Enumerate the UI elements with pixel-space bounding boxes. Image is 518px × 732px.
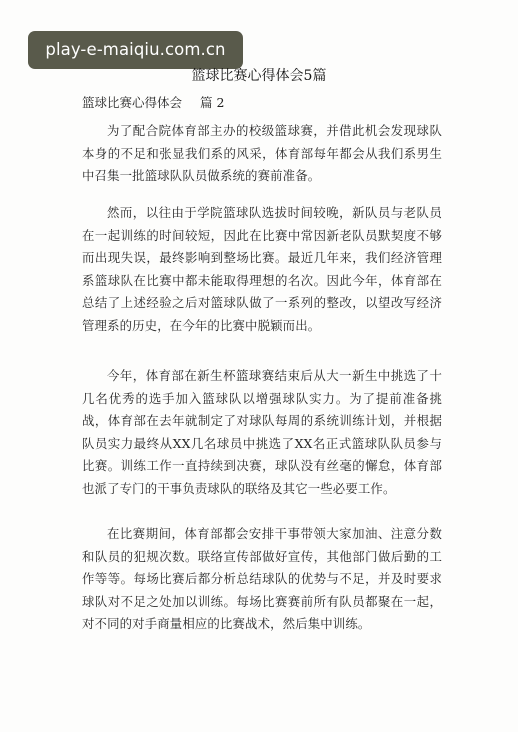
site-watermark: play-e-maiqiu.com.cn bbox=[28, 31, 243, 69]
document-subtitle bbox=[82, 95, 224, 111]
subtitle-label: 篮球比赛心得体会 bbox=[82, 95, 183, 110]
paragraph: 然而，以往由于学院篮球队选拔时间较晚，新队员与老队员在一起训练的时间较短，因此在比赛中常因新老队员默契度不够而出现失误，最终影响到整场比赛。最近几年来，我们经济管理系篮球队在比赛中都未能取得理想的名次。因此今年，体育部在总结了上述经验之后对篮球队做了一系列的整改，以望改写经济管理系的历史，在今年的比赛中脱颖而出。 bbox=[82, 205, 442, 333]
document-title: 篮球比赛心得体会5篇 bbox=[191, 68, 327, 84]
paragraph: 在比赛期间，体育部都会安排干事带领大家加油、注意分数和队员的犯规次数。联络宣传部做好宣传，其他部门做后勤的工作等等。每场比赛后都分析总结球队的优势与不足，并及时要求球队对不足之处加以训练。每场比赛赛前所有队员都聚在一起，对不同的对手商量相应的比赛战术，然后集中训练。 bbox=[82, 526, 442, 632]
subtitle-part: 篇 2 bbox=[200, 95, 225, 110]
paragraph: 为了配合院体育部主办的校级篮球赛，并借此机会发现球队本身的不足和张显我们系的风采，体育部每年都会从我们系男生中召集一批篮球队队员做系统的赛前准备。 bbox=[82, 123, 442, 184]
paragraph: 今年，体育部在新生杯篮球赛结束后从大一新生中挑选了十几名优秀的选手加入篮球队以增强球队实力。为了提前准备挑战，体育部在去年就制定了对球队每周的系统训练计划，并根据队员实力最终从XX几名球员中挑选了XX名正式篮球队队员参与比赛。训练工作一直持续到决赛，球队没有丝毫的懈怠，体育部也派了专门的干事负责球队的联络及其它一些必要工作。 bbox=[82, 368, 442, 496]
